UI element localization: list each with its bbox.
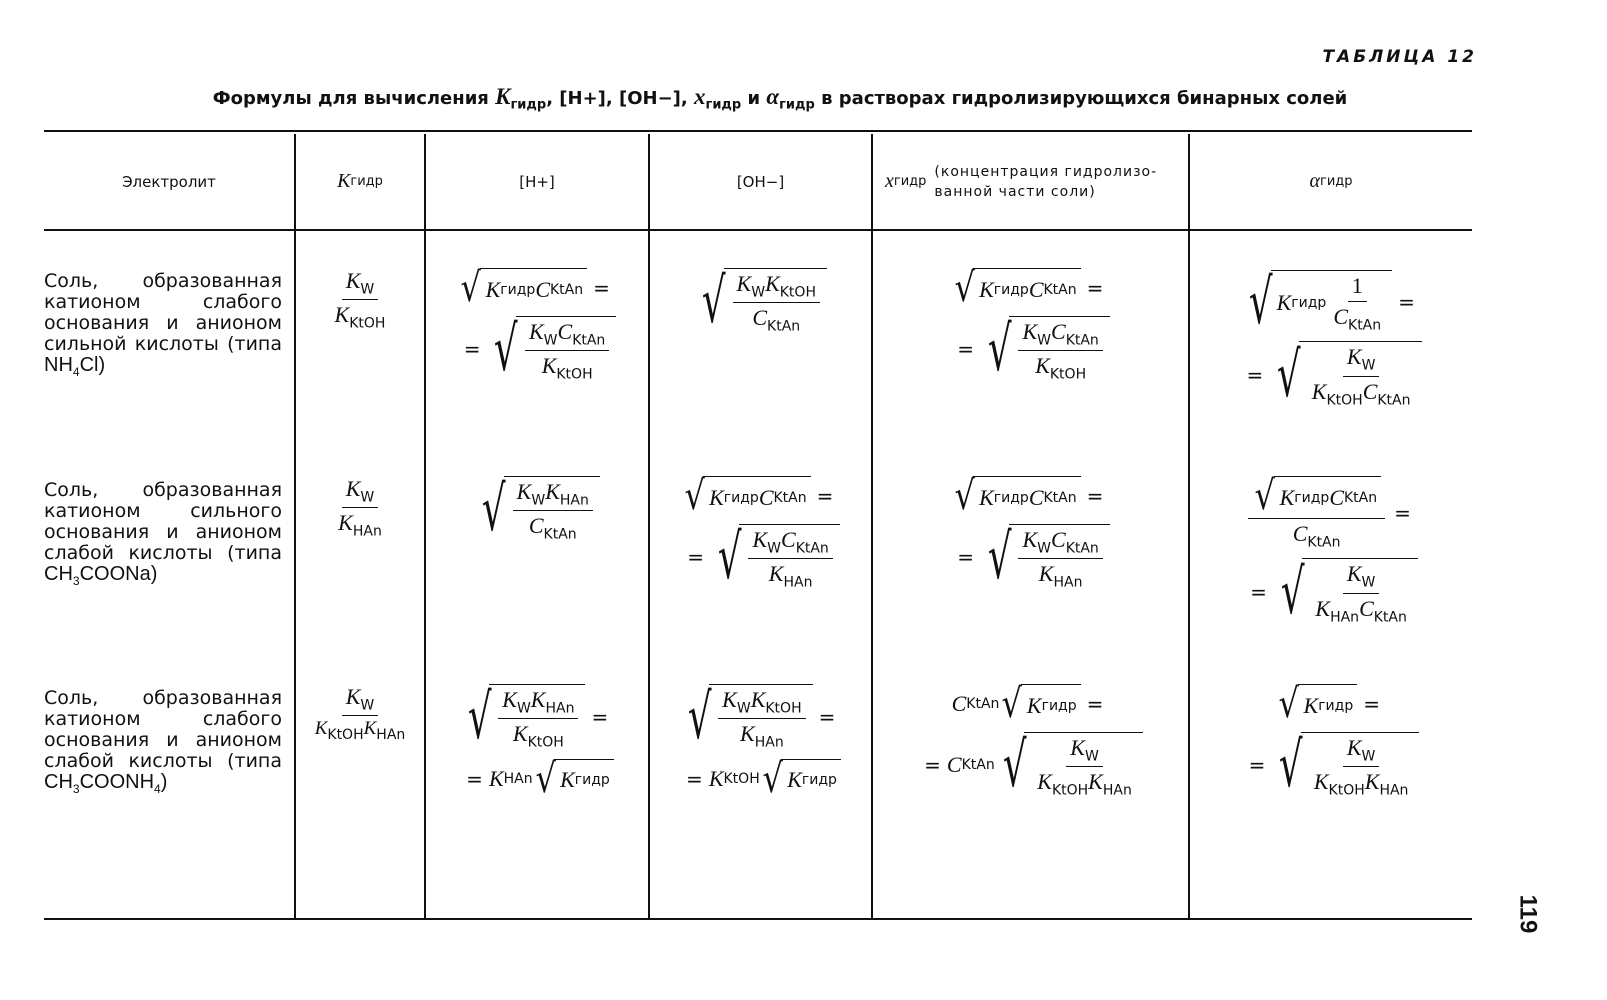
- oh-ion-formula: √ K гидр C KtAn = = √ $\frac{K_WC_{KtAn}}{K_{HAn}}$: [650, 476, 871, 591]
- header-h-ion: [H+]: [519, 172, 555, 191]
- header-rule: [44, 229, 1472, 231]
- table-label: ТАБЛИЦА 12: [1322, 47, 1477, 67]
- fraction: $\frac{K_W}{K_{KtOH}K_{HAn}}$: [314, 684, 406, 744]
- oh-ion-formula: √ $\frac{K_WK_{KtOH}}{K_{HAn}}$ = = K KtOH √ K гидр: [650, 684, 871, 799]
- square-root: √ $\frac{K_WK_{HAn}}{K_{KtOH}}$: [460, 684, 586, 751]
- fraction: $\frac{K_W}{K_{HAn}}$: [338, 476, 382, 540]
- page-number: 119: [1514, 894, 1542, 934]
- square-root: √ K гидр $\frac{1}{C_{KtAn}}$: [1241, 270, 1392, 333]
- electrolyte-text: Соль, образованная катионом сильного основания и анионом слабой кислоты (типа $CH_3COONa$): [44, 479, 282, 588]
- square-root: √ $\frac{K_WK_{KtOH}}{K_{HAn}}$: [680, 684, 813, 751]
- electrolyte-formula: $NH_4Cl$): [44, 354, 106, 379]
- x-hydr-formula: C KtAn √ K гидр = = C KtAn √ $\frac{K_W}{K_{KtOH}K_{HAn}}$: [873, 684, 1188, 799]
- electrolyte-formula: $CH_3COONa$): [44, 563, 158, 588]
- header-electrolyte: Электролит: [122, 172, 216, 191]
- x-hydr-formula: √ K гидр C KtAn = = √ $\frac{K_WC_{KtAn}}{K_{HAn}}$: [873, 476, 1188, 591]
- square-root: √ $\frac{K_W}{K_{KtOH}C_{KtAn}}$: [1269, 341, 1421, 408]
- square-root: √ $\frac{K_WK_{HAn}}{C_{KtAn}}$: [474, 476, 600, 543]
- square-root: √ K гидр C KtAn: [952, 476, 1081, 516]
- alpha-hydr-formula: √ K гидр C KtAn $C_{KtAn}$ = = √ $\frac{K_W}{K_{HAn}C_{KtAn}}$: [1190, 476, 1472, 625]
- table-caption: Формулы для вычисления $K_{гидр}$, [H+], [OH−], $x_{гидр}$ и $\alpha_{гидр}$ в растворах гидролизирующихся бинарных солей: [212, 84, 1348, 113]
- k-hydr-formula: [296, 476, 424, 540]
- square-root: √ K гидр C KtAn: [952, 268, 1081, 308]
- square-root: √ $\frac{K_WK_{KtOH}}{C_{KtAn}}$: [694, 268, 827, 335]
- k-hydr-formula: [296, 268, 424, 332]
- square-root: √ $\frac{K_WC_{KtAn}}{K_{KtOH}}$: [980, 316, 1110, 383]
- h-ion-formula: √ $\frac{K_WK_{HAn}}{K_{KtOH}}$ = = K HAn √ K гидр: [426, 684, 648, 799]
- header-oh-ion: [OH−]: [736, 172, 785, 191]
- square-root: √ K гидр: [999, 684, 1080, 724]
- fraction: √ K гидр C KtAn $C_{KtAn}$: [1248, 476, 1385, 550]
- electrolyte-text: Соль, образованная катионом слабого основания и анионом сильной кислоты (типа $NH_4Cl$): [44, 270, 282, 379]
- square-root: √ K гидр C KtAn: [682, 476, 811, 516]
- square-root: √ K гидр C KtAn: [458, 268, 587, 308]
- header-x-hydr: x гидр (концентрация гидролизо-ванной части соли): [885, 163, 1158, 200]
- square-root: √ K гидр: [760, 759, 841, 799]
- square-root: √ $\frac{K_WC_{KtAn}}{K_{HAn}}$: [980, 524, 1110, 591]
- k-hydr-formula: [296, 684, 424, 743]
- h-ion-formula: [426, 472, 648, 546]
- electrolyte-formula: $CH_3COONH_4$): [44, 771, 168, 796]
- square-root: √ $\frac{K_W}{K_{KtOH}K_{HAn}}$: [1271, 732, 1419, 799]
- x-hydr-formula: √ K гидр C KtAn = = √ $\frac{K_WC_{KtAn}}{K_{KtOH}}$: [873, 268, 1188, 383]
- electrolyte-text: Соль, образованная катионом слабого основания и анионом слабой кислоты (типа $CH_3COONH_4$): [44, 687, 282, 796]
- bottom-rule: [44, 918, 1472, 920]
- alpha-hydr-formula: √ K гидр = = √ $\frac{K_W}{K_{KtOH}K_{HAn}}$: [1190, 684, 1472, 799]
- alpha-hydr-formula: √ K гидр $\frac{1}{C_{KtAn}}$ = = √ $\frac{K_W}{K_{KtOH}C_{KtAn}}$: [1190, 270, 1472, 408]
- top-rule: [44, 130, 1472, 132]
- square-root: √ K гидр: [1276, 684, 1357, 724]
- h-ion-formula: √ K гидр C KtAn = = √ $\frac{K_WC_{KtAn}}{K_{KtOH}}$: [426, 268, 648, 383]
- square-root: √ $\frac{K_WC_{KtAn}}{K_{HAn}}$: [710, 524, 840, 591]
- square-root: √ $\frac{K_W}{K_{KtOH}K_{HAn}}$: [995, 732, 1143, 799]
- square-root: √ $\frac{K_WC_{KtAn}}{K_{KtOH}}$: [486, 316, 616, 383]
- square-root: √ $\frac{K_W}{K_{HAn}C_{KtAn}}$: [1273, 558, 1418, 625]
- fraction: $\frac{K_W}{K_{KtOH}}$: [334, 268, 386, 332]
- square-root: √ K гидр: [533, 759, 614, 799]
- header-alpha-hydr: α гидр: [1309, 170, 1353, 192]
- header-k-hydr: K гидр: [337, 170, 383, 192]
- oh-ion-formula: [650, 264, 871, 338]
